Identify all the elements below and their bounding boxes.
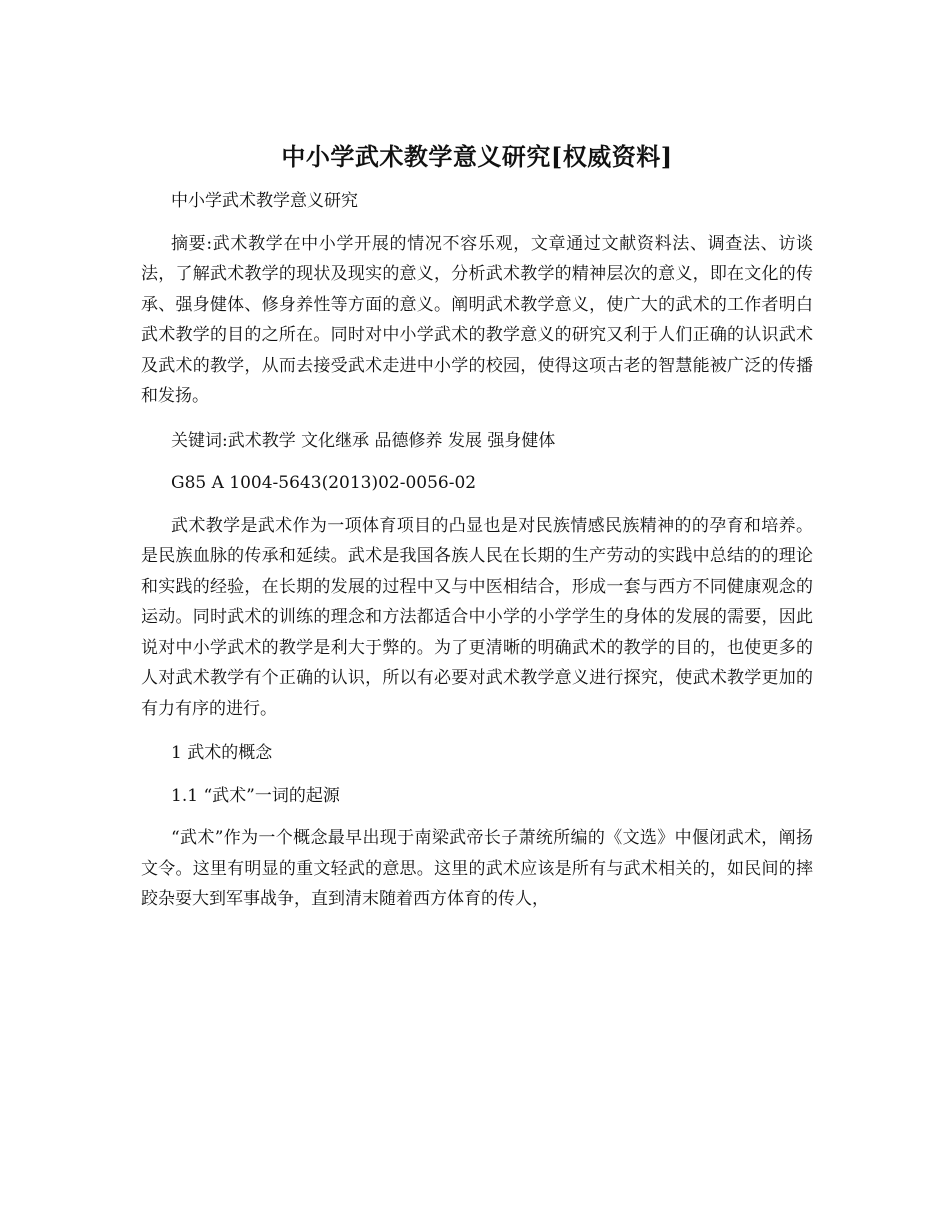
section-heading: 1 武术的概念 <box>171 743 273 763</box>
keywords-paragraph: 关键词:武术教学 文化继承 品德修养 发展 强身健体 <box>171 430 556 451</box>
abstract-paragraph: 摘要:武术教学在中小学开展的情况不容乐观，文章通过文献资料法、调查法、访谈法，了解武术教学的现状及现实的意义，分析武术教学的精神层次的意义，即在文化的传承、强身健体、修身养性等方面的意义。阐明武术教学意义，使广大的武术的工作者明白武术教学的目的之所在。同时对中小学武术的教学意义的研究又利于人们正确的认识武术及武术的教学，从而去接受武术走进中小学的校园，使得这项古老的智慧能被广泛的传播和发扬。 <box>141 233 813 406</box>
body-paragraph: “武术”作为一个概念最早出现于南梁武帝长子萧统所编的《文选》中偃闭武术，阐扬文令。这里有明显的重文轻武的意思。这里的武术应该是所有与武术相关的，如民间的摔跤杂耍大到军事战争，直到清末随着西方体育的传人， <box>141 828 813 909</box>
document-title: 中小学武术教学意义研究[权威资料] <box>281 142 673 171</box>
subsection-heading: 1.1 “武术”一词的起源 <box>171 785 340 806</box>
document-content <box>141 140 813 929</box>
body-paragraph: 武术教学是武术作为一项体育项目的凸显也是对民族情感民族精神的的孕育和培养。是民族血脉的传承和延续。武术是我国各族人民在长期的生产劳动的实践中总结的的理论和实践的经验，在长期的发展的过程中又与中医相结合，形成一套与西方不同健康观念的运动。同时武术的训练的理念和方法都适合中小学的小学学生的身体的发展的需要，因此说对中小学武术的教学是利大于弊的。为了更清晰的明确武术的教学的目的，也使更多的人对武术教学有个正确的认识，所以有必要对武术教学意义进行探究，使武术教学更加的有力有序的进行。 <box>141 515 813 719</box>
classification-paragraph: G85 A 1004-5643(2013)02-0056-02 <box>171 473 477 493</box>
subtitle-paragraph: 中小学武术教学意义研究 <box>171 191 358 211</box>
